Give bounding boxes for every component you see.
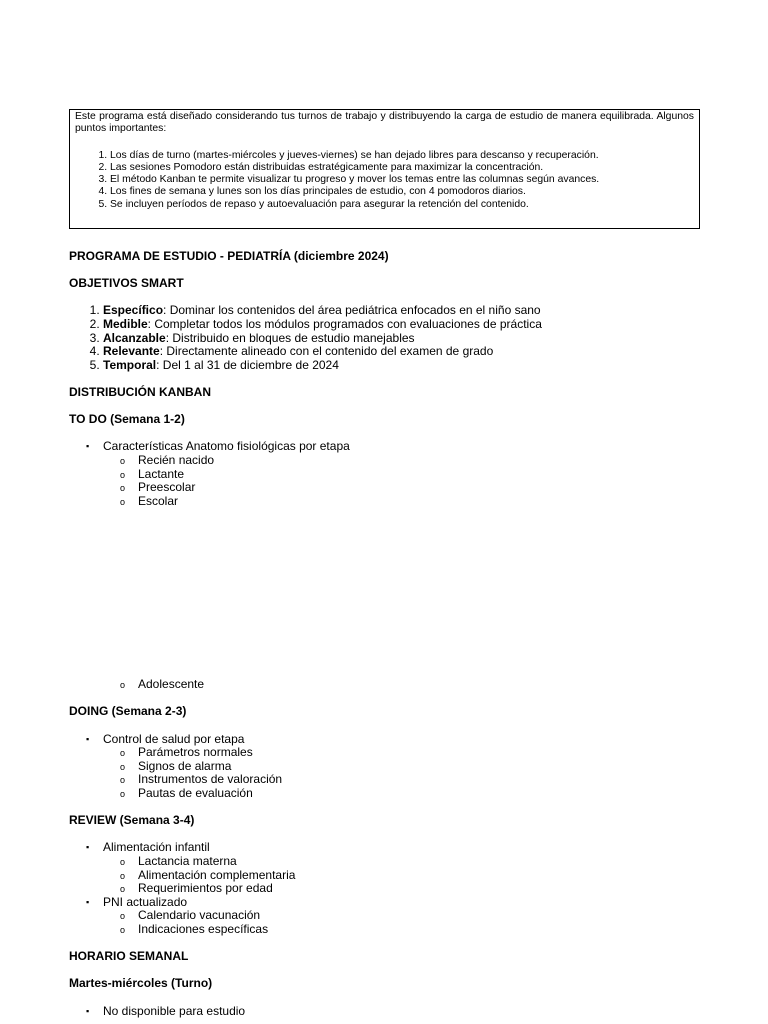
smart-term: Medible — [103, 316, 148, 331]
notes-list — [75, 150, 694, 211]
doing-heading: DOING (Semana 2-3) — [69, 704, 187, 719]
list-item: o Instrumentos de valoración — [138, 773, 709, 787]
document-body — [69, 250, 709, 1018]
todo-sublist-continued — [103, 678, 709, 692]
notes-intro: Este programa está diseñado considerando tus turnos de trabajo y distribuyendo la carga de estudio de manera equilibrada. Algunos puntos importantes: — [75, 111, 694, 135]
list-item — [103, 440, 709, 692]
doing-sublist — [103, 746, 709, 800]
schedule-list — [69, 1005, 709, 1019]
review-list — [69, 841, 709, 936]
list-item: o Adolescente — [138, 678, 709, 692]
review-sublist — [103, 855, 709, 896]
kanban-heading: DISTRIBUCIÓN KANBAN — [69, 384, 211, 399]
smart-term: Específico — [103, 303, 164, 318]
document-title: PROGRAMA DE ESTUDIO - PEDIATRÍA (diciembre 2024) — [69, 249, 389, 263]
list-item: o Lactancia materna — [138, 855, 709, 869]
smart-heading: OBJETIVOS SMART — [69, 276, 184, 291]
list-item: o Lactante — [138, 468, 709, 482]
smart-item — [103, 332, 709, 346]
review-sublist — [103, 909, 709, 936]
smart-text: : Del 1 al 31 de diciembre de 2024 — [156, 357, 339, 372]
list-item: o Escolar — [138, 495, 709, 509]
list-item: ▪ No disponible para estudio — [103, 1005, 709, 1019]
note-point: 5. Se incluyen períodos de repaso y autoevaluación para asegurar la retención del contenido. — [110, 199, 694, 211]
smart-term: Alcanzable — [103, 330, 166, 345]
review-heading: REVIEW (Semana 3-4) — [69, 813, 195, 828]
list-item — [103, 896, 709, 937]
todo-heading: TO DO (Semana 1-2) — [69, 412, 185, 427]
review-item-label: Alimentación infantil — [103, 840, 210, 855]
list-item: o Recién nacido — [138, 454, 709, 468]
doing-item-label: Control de salud por etapa — [103, 731, 245, 746]
list-item — [103, 841, 709, 895]
todo-list — [69, 440, 709, 692]
list-item: o Signos de alarma — [138, 760, 709, 774]
list-item: o Indicaciones específicas — [138, 923, 709, 937]
list-item: o Calendario vacunación — [138, 909, 709, 923]
list-item: o Parámetros normales — [138, 746, 709, 760]
list-item: o Preescolar — [138, 481, 709, 495]
smart-item — [103, 345, 709, 359]
doing-list — [69, 733, 709, 801]
list-item: o Pautas de evaluación — [138, 787, 709, 801]
notes-box — [69, 109, 700, 229]
smart-item — [103, 318, 709, 332]
smart-term: Relevante — [103, 344, 160, 359]
smart-term: Temporal — [103, 357, 157, 372]
smart-item — [103, 304, 709, 318]
note-point: 3. El método Kanban te permite visualizar tu progreso y mover los temas entre las columnas según avances. — [110, 174, 694, 186]
todo-item-label: Características Anatomo fisiológicas por etapa — [103, 439, 350, 454]
smart-item — [103, 359, 709, 373]
smart-text: : Directamente alineado con el contenido del examen de grado — [159, 344, 494, 359]
list-item — [103, 733, 709, 801]
todo-sublist — [103, 454, 709, 508]
schedule-heading: HORARIO SEMANAL — [69, 949, 189, 964]
smart-list — [69, 304, 709, 372]
smart-text: : Distribuido en bloques de estudio manejables — [165, 330, 415, 345]
note-point: 1. Los días de turno (martes-miércoles y jueves-viernes) se han dejado libres para descanso y recuperación. — [110, 150, 694, 162]
list-item: o Requerimientos por edad — [138, 882, 709, 896]
schedule-subheading: Martes-miércoles (Turno) — [69, 976, 213, 991]
note-point: 4. Los fines de semana y lunes son los días principales de estudio, con 4 pomodoros diarios. — [110, 186, 694, 198]
list-item: o Alimentación complementaria — [138, 869, 709, 883]
note-point: 2. Las sesiones Pomodoro están distribuidas estratégicamente para maximizar la concentración. — [110, 162, 694, 174]
smart-text: : Completar todos los módulos programados con evaluaciones de práctica — [147, 316, 542, 331]
review-item-label: PNI actualizado — [103, 894, 188, 909]
smart-text: : Dominar los contenidos del área pediátrica enfocados en el niño sano — [163, 303, 541, 318]
